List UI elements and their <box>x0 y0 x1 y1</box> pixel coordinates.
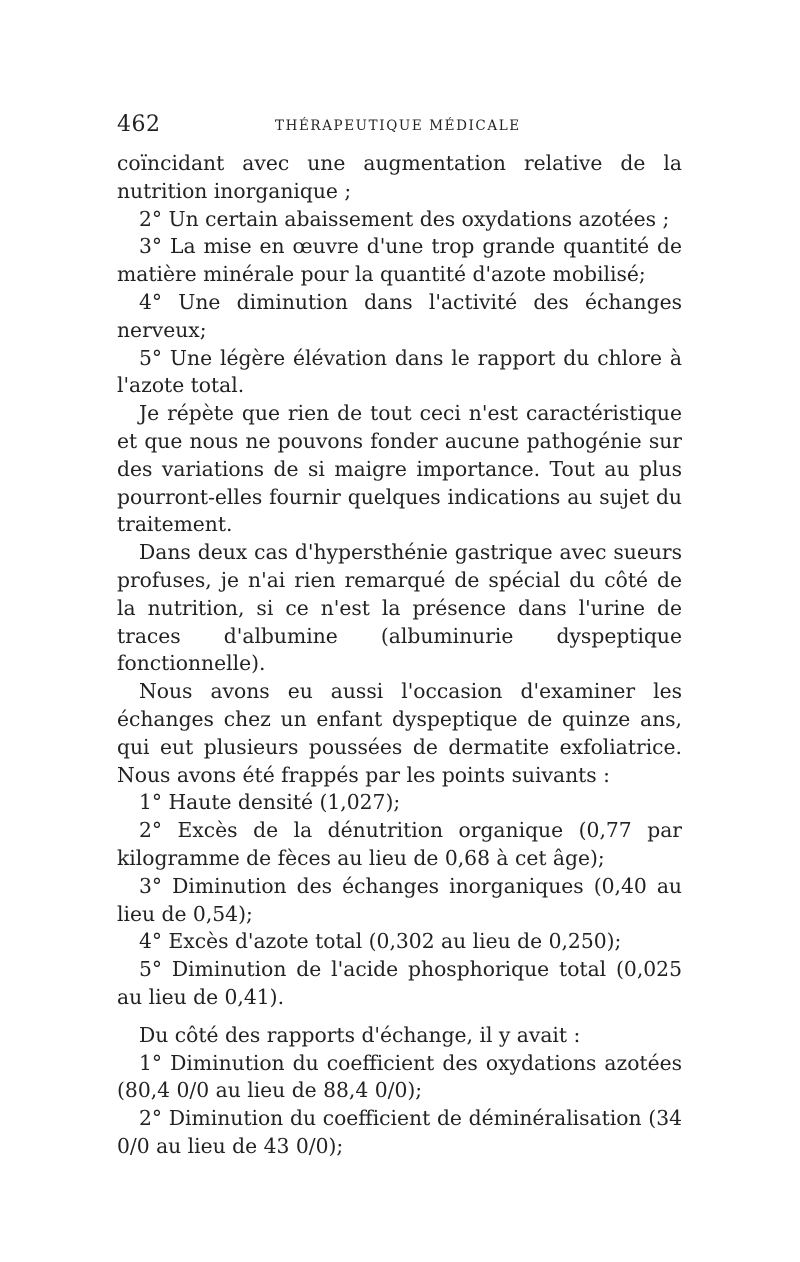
list-item: 2° Un certain abaissement des oxydations azotées ; <box>139 206 670 231</box>
list-item: 2° Excès de la dénutrition organique (0,77 par kilogramme de fèces au lieu de 0,68 à cet âge); <box>117 818 682 870</box>
list-item: 5° Une légère élévation dans le rapport du chlore à l'azote total. <box>117 345 682 398</box>
list-item: 2° Diminution du coefficient de déminéralisation (34 0/0 au lieu de 43 0/0); <box>117 1106 682 1158</box>
paragraph: Nous avons eu aussi l'occasion d'examiner les échanges chez un enfant dyspeptique de quinze ans, qui eut plusieurs poussées de dermatite exfoliatrice. Nous avons été frappés par les points suivants : <box>117 679 682 787</box>
paragraph: coïncidant avec une augmentation relative de la nutrition inorganique ; <box>117 151 682 203</box>
paragraph: Dans deux cas d'hypersthénie gastrique avec sueurs profuses, je n'ai rien remarqué de spécial du côté de la nutrition, si ce n'est la présence dans l'urine de traces d'albumine (albuminurie dyspeptique fonctionnelle). <box>117 540 682 676</box>
list-item: 4° Excès d'azote total (0,302 au lieu de 0,250); <box>139 929 622 954</box>
paragraph: Je répète que rien de tout ceci n'est caractéristique et que nous ne pouvons fonder aucune pathogénie sur des variations de si maigre importance. Tout au plus pourront-elles fournir quelques indications au sujet du traitement. <box>117 401 682 537</box>
running-title: THÉRAPEUTIQUE MÉDICALE <box>275 118 521 134</box>
page-number: 462 <box>117 112 161 137</box>
list-item: 3° La mise en œuvre d'une trop grande quantité de matière minérale pour la quantité d'azote mobilisé; <box>117 234 682 287</box>
list-item: 1° Haute densité (1,027); <box>139 790 401 815</box>
paragraph: Du côté des rapports d'échange, il y avait : <box>139 1022 581 1047</box>
list-item: 5° Diminution de l'acide phosphorique total (0,025 au lieu de 0,41). <box>117 957 682 1009</box>
page-header <box>117 112 682 142</box>
list-item: 1° Diminution du coefficient des oxydations azotées (80,4 0/0 au lieu de 88,4 0/0); <box>117 1050 682 1103</box>
list-item: 4° Une diminution dans l'activité des échanges nerveux; <box>117 289 682 342</box>
list-item: 3° Diminution des échanges inorganiques (0,40 au lieu de 0,54); <box>117 873 682 926</box>
body-text <box>117 150 682 1161</box>
